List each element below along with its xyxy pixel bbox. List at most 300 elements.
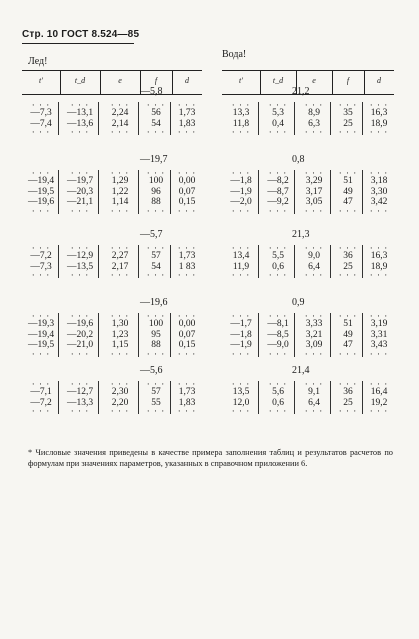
leader-dots: · · · — [70, 100, 90, 110]
leader-dots: · · · — [70, 311, 90, 321]
cell-value: 13,3 — [232, 108, 250, 118]
table-cell — [332, 102, 364, 135]
cell-value: —1,9 — [230, 186, 252, 197]
leader-dots: · · · — [231, 127, 251, 137]
cell-value: 6,4 — [308, 261, 320, 272]
table-cell — [364, 381, 394, 414]
cell-value: —20,3 — [66, 186, 94, 197]
column-separator — [330, 102, 331, 135]
table-cell — [100, 102, 140, 135]
leader-dots: · · · — [369, 168, 389, 178]
leader-dots: · · · — [231, 100, 251, 110]
table-cell — [140, 381, 172, 414]
leader-dots: · · · — [110, 100, 130, 110]
column-separator — [258, 245, 259, 278]
cell-value: —8,1 — [267, 319, 289, 329]
column-separator — [330, 313, 331, 357]
cell-value: 1,14 — [111, 197, 129, 207]
cell-value: 95 — [151, 329, 161, 340]
panel-title: Лед! — [28, 56, 48, 67]
cell-value: 9,0 — [308, 251, 320, 261]
cell-value: 88 — [151, 340, 161, 350]
table-cell — [332, 245, 364, 278]
cell-value: 0,07 — [178, 186, 196, 197]
column-header: t_d — [74, 76, 86, 85]
leader-dots: · · · — [146, 168, 166, 178]
cell-value: 36 — [343, 387, 353, 397]
cell-value: —12,7 — [66, 387, 94, 397]
column-header: e — [118, 76, 122, 85]
leader-dots: · · · — [146, 379, 166, 389]
leader-dots: · · · — [177, 243, 197, 253]
cell-value: 0,00 — [178, 319, 196, 329]
leader-dots: · · · — [31, 127, 51, 137]
cell-value: 25 — [343, 118, 353, 129]
cell-value: 12,0 — [232, 397, 250, 408]
leader-dots: · · · — [231, 348, 251, 359]
leader-dots: · · · — [177, 406, 197, 416]
cell-value: 51 — [343, 176, 353, 186]
leader-dots: · · · — [268, 100, 288, 110]
cell-value: 18,9 — [370, 261, 388, 272]
leader-dots: · · · — [177, 379, 197, 389]
column-header: t_d — [272, 76, 284, 85]
column-separator — [58, 313, 59, 357]
column-separator — [138, 102, 139, 135]
leader-dots: · · · — [369, 406, 389, 416]
column-separator — [98, 102, 99, 135]
cell-value: —19,4 — [27, 176, 55, 186]
table-cell — [100, 381, 140, 414]
table-top-rule — [22, 70, 202, 71]
leader-dots: · · · — [146, 270, 166, 280]
column-separator — [58, 381, 59, 414]
column-separator — [294, 381, 295, 414]
leader-dots: · · · — [304, 127, 324, 137]
cell-value: 1,73 — [178, 108, 196, 118]
cell-value: 9,1 — [308, 387, 320, 397]
cell-value: —13,3 — [66, 397, 94, 408]
table-cell — [222, 313, 260, 357]
column-separator — [170, 381, 171, 414]
table-cell — [60, 170, 100, 214]
column-separator — [258, 170, 259, 214]
leader-dots: · · · — [31, 379, 51, 389]
cell-value: —7,3 — [30, 261, 52, 272]
column-separator — [294, 102, 295, 135]
table-cell — [100, 170, 140, 214]
cell-value: 5,5 — [272, 251, 284, 261]
cell-value: —13,6 — [66, 118, 94, 129]
column-separator — [138, 381, 139, 414]
leader-dots: · · · — [231, 243, 251, 253]
cell-value: 5,6 — [272, 387, 284, 397]
cell-value: 2,27 — [111, 251, 129, 261]
column-separator — [258, 102, 259, 135]
column-separator — [294, 313, 295, 357]
leader-dots: · · · — [177, 205, 197, 216]
column-separator — [330, 381, 331, 414]
cell-value: 1,83 — [178, 118, 196, 129]
column-separator — [170, 245, 171, 278]
table-cell — [260, 102, 296, 135]
cell-value: 3,43 — [370, 340, 388, 350]
group-heading: —5,7 — [140, 229, 163, 240]
leader-dots: · · · — [369, 243, 389, 253]
leader-dots: · · · — [231, 205, 251, 216]
leader-dots: · · · — [31, 168, 51, 178]
table-cell — [260, 170, 296, 214]
leader-dots: · · · — [70, 270, 90, 280]
column-separator — [258, 381, 259, 414]
column-separator — [58, 102, 59, 135]
leader-dots: · · · — [268, 311, 288, 321]
leader-dots: · · · — [268, 270, 288, 280]
leader-dots: · · · — [231, 270, 251, 280]
leader-dots: · · · — [304, 379, 324, 389]
column-separator — [330, 170, 331, 214]
leader-dots: · · · — [268, 127, 288, 137]
table-cell — [172, 381, 202, 414]
cell-value: —9,2 — [267, 197, 289, 207]
cell-value: 3,09 — [305, 340, 323, 350]
leader-dots: · · · — [70, 127, 90, 137]
cell-value: 1,15 — [111, 340, 129, 350]
column-separator — [98, 245, 99, 278]
cell-value: 3,19 — [370, 319, 388, 329]
table-cell — [172, 102, 202, 135]
cell-value: 13,5 — [232, 387, 250, 397]
column-header: f — [154, 76, 158, 85]
column-header: t' — [39, 76, 43, 85]
cell-value: 0,00 — [178, 176, 196, 186]
cell-value: 35 — [343, 108, 353, 118]
cell-value: 13,4 — [232, 251, 250, 261]
column-separator — [294, 170, 295, 214]
cell-value: 3,17 — [305, 186, 323, 197]
cell-value: —19,7 — [66, 176, 94, 186]
table-top-rule — [222, 70, 394, 71]
leader-dots: · · · — [338, 379, 358, 389]
leader-dots: · · · — [369, 348, 389, 359]
column-header: f — [346, 76, 350, 85]
table-cell — [22, 245, 60, 278]
table-cell — [260, 245, 296, 278]
cell-value: 6,3 — [308, 118, 320, 129]
leader-dots: · · · — [304, 270, 324, 280]
leader-dots: · · · — [110, 270, 130, 280]
leader-dots: · · · — [110, 406, 130, 416]
cell-value: 11,8 — [232, 118, 250, 129]
cell-value: 1,22 — [111, 186, 129, 197]
cell-value: 3,30 — [370, 186, 388, 197]
leader-dots: · · · — [268, 205, 288, 216]
leader-dots: · · · — [304, 311, 324, 321]
table-cell — [140, 313, 172, 357]
leader-dots: · · · — [369, 205, 389, 216]
leader-dots: · · · — [110, 205, 130, 216]
table-cell — [332, 381, 364, 414]
leader-dots: · · · — [110, 311, 130, 321]
table-cell — [260, 381, 296, 414]
cell-value: —21,1 — [66, 197, 94, 207]
group-heading: 21,4 — [292, 365, 310, 376]
leader-dots: · · · — [304, 348, 324, 359]
cell-value: —13,5 — [66, 261, 94, 272]
leader-dots: · · · — [304, 205, 324, 216]
column-header: e — [312, 76, 316, 85]
table-cell — [22, 170, 60, 214]
cell-value: 0,15 — [178, 197, 196, 207]
leader-dots: · · · — [146, 127, 166, 137]
column-separator — [362, 245, 363, 278]
table-cell — [222, 245, 260, 278]
cell-value: 1,73 — [178, 387, 196, 397]
column-separator — [294, 245, 295, 278]
leader-dots: · · · — [70, 168, 90, 178]
cell-value: 25 — [343, 261, 353, 272]
cell-value: 49 — [343, 329, 353, 340]
cell-value: 16,3 — [370, 251, 388, 261]
cell-value: 1,29 — [111, 176, 129, 186]
cell-value: 1 83 — [178, 261, 196, 272]
group-heading: —19,6 — [140, 297, 168, 308]
leader-dots: · · · — [231, 406, 251, 416]
cell-value: —19,5 — [27, 186, 55, 197]
cell-value: 0,6 — [272, 397, 284, 408]
cell-value: —7,2 — [30, 397, 52, 408]
table-cell — [364, 313, 394, 357]
leader-dots: · · · — [369, 127, 389, 137]
table-cell — [296, 102, 332, 135]
leader-dots: · · · — [146, 348, 166, 359]
leader-dots: · · · — [31, 205, 51, 216]
cell-value: 2,24 — [111, 108, 129, 118]
table-cell — [364, 170, 394, 214]
leader-dots: · · · — [338, 270, 358, 280]
cell-value: 2,17 — [111, 261, 129, 272]
leader-dots: · · · — [304, 406, 324, 416]
group-heading: —5,6 — [140, 365, 163, 376]
cell-value: —8,7 — [267, 186, 289, 197]
table-cell — [172, 245, 202, 278]
leader-dots: · · · — [177, 311, 197, 321]
column-separator — [362, 313, 363, 357]
cell-value: 88 — [151, 197, 161, 207]
leader-dots: · · · — [369, 311, 389, 321]
cell-value: 1,23 — [111, 329, 129, 340]
leader-dots: · · · — [177, 348, 197, 359]
column-separator — [58, 170, 59, 214]
leader-dots: · · · — [70, 379, 90, 389]
cell-value: 3,29 — [305, 176, 323, 186]
table-cell — [100, 245, 140, 278]
leader-dots: · · · — [70, 348, 90, 359]
header-rule — [22, 43, 134, 44]
table-cell — [22, 381, 60, 414]
column-separator — [138, 170, 139, 214]
column-separator — [98, 381, 99, 414]
leader-dots: · · · — [268, 406, 288, 416]
column-separator — [138, 245, 139, 278]
cell-value: 100 — [148, 319, 164, 329]
cell-value: 18,9 — [370, 118, 388, 129]
table-cell — [364, 245, 394, 278]
cell-value: 3,05 — [305, 197, 323, 207]
column-separator — [98, 170, 99, 214]
table-cell — [140, 170, 172, 214]
cell-value: —1,8 — [230, 329, 252, 340]
cell-value: 16,4 — [370, 387, 388, 397]
group-heading: —5,8 — [140, 86, 163, 97]
table-cell — [296, 313, 332, 357]
cell-value: 36 — [343, 251, 353, 261]
cell-value: 2,14 — [111, 118, 129, 129]
leader-dots: · · · — [268, 243, 288, 253]
cell-value: —21,0 — [66, 340, 94, 350]
cell-value: 100 — [148, 176, 164, 186]
leader-dots: · · · — [338, 243, 358, 253]
leader-dots: · · · — [369, 100, 389, 110]
leader-dots: · · · — [304, 100, 324, 110]
leader-dots: · · · — [268, 168, 288, 178]
leader-dots: · · · — [31, 311, 51, 321]
cell-value: —19,6 — [27, 197, 55, 207]
cell-value: 96 — [151, 186, 161, 197]
cell-value: —1,9 — [230, 340, 252, 350]
cell-value: 16,3 — [370, 108, 388, 118]
cell-value: 3,42 — [370, 197, 388, 207]
table-cell — [296, 170, 332, 214]
cell-value: —19,4 — [27, 329, 55, 340]
leader-dots: · · · — [146, 311, 166, 321]
group-heading: 0,9 — [292, 297, 305, 308]
table-cell — [60, 381, 100, 414]
data-table — [222, 70, 394, 440]
leader-dots: · · · — [110, 168, 130, 178]
cell-value: —7,2 — [30, 251, 52, 261]
data-table — [22, 70, 202, 440]
leader-dots: · · · — [177, 270, 197, 280]
leader-dots: · · · — [110, 243, 130, 253]
leader-dots: · · · — [70, 243, 90, 253]
cell-value: —8,5 — [267, 329, 289, 340]
column-separator — [58, 245, 59, 278]
leader-dots: · · · — [110, 127, 130, 137]
table-cell — [222, 102, 260, 135]
group-heading: 21,3 — [292, 229, 310, 240]
leader-dots: · · · — [146, 100, 166, 110]
cell-value: 49 — [343, 186, 353, 197]
cell-value: —1,7 — [230, 319, 252, 329]
leader-dots: · · · — [268, 348, 288, 359]
cell-value: 57 — [151, 251, 161, 261]
cell-value: —19,5 — [27, 340, 55, 350]
cell-value: —20,2 — [66, 329, 94, 340]
leader-dots: · · · — [268, 379, 288, 389]
cell-value: —19,6 — [66, 319, 94, 329]
leader-dots: · · · — [31, 348, 51, 359]
cell-value: —19,3 — [27, 319, 55, 329]
leader-dots: · · · — [177, 127, 197, 137]
cell-value: —8,2 — [267, 176, 289, 186]
table-cell — [296, 245, 332, 278]
leader-dots: · · · — [338, 127, 358, 137]
cell-value: 2,20 — [111, 397, 129, 408]
leader-dots: · · · — [31, 100, 51, 110]
table-cell — [332, 313, 364, 357]
leader-dots: · · · — [110, 348, 130, 359]
table-cell — [140, 245, 172, 278]
leader-dots: · · · — [304, 243, 324, 253]
table-cell — [332, 170, 364, 214]
cell-value: 11,9 — [232, 261, 250, 272]
leader-dots: · · · — [338, 406, 358, 416]
column-separator — [258, 313, 259, 357]
leader-dots: · · · — [146, 406, 166, 416]
cell-value: 6,4 — [308, 397, 320, 408]
table-cell — [60, 313, 100, 357]
column-separator — [362, 102, 363, 135]
leader-dots: · · · — [338, 100, 358, 110]
cell-value: 2,30 — [111, 387, 129, 397]
leader-dots: · · · — [177, 168, 197, 178]
table-cell — [60, 102, 100, 135]
cell-value: 57 — [151, 387, 161, 397]
page-header: Стр. 10 ГОСТ 8.524—85 — [22, 29, 140, 40]
table-cell — [22, 313, 60, 357]
cell-value: 8,9 — [308, 108, 320, 118]
group-heading: 21,2 — [292, 86, 310, 97]
leader-dots: · · · — [231, 311, 251, 321]
group-heading: 0,8 — [292, 154, 305, 165]
leader-dots: · · · — [70, 406, 90, 416]
cell-value: —12,9 — [66, 251, 94, 261]
cell-value: 1,83 — [178, 397, 196, 408]
table-cell — [222, 170, 260, 214]
cell-value: 55 — [151, 397, 161, 408]
leader-dots: · · · — [31, 270, 51, 280]
cell-value: 19,2 — [370, 397, 388, 408]
cell-value: 47 — [343, 340, 353, 350]
footnote: * Числовые значения приведены в качестве примера заполнения таблиц и результатов расчетов по формулам при значениях параметров, указанных в справочном приложении 6. — [28, 448, 393, 468]
table-cell — [364, 102, 394, 135]
leader-dots: · · · — [369, 270, 389, 280]
cell-value: 54 — [151, 118, 161, 129]
panel-title: Вода! — [222, 49, 247, 60]
leader-dots: · · · — [110, 379, 130, 389]
column-separator — [362, 381, 363, 414]
leader-dots: · · · — [338, 168, 358, 178]
leader-dots: · · · — [31, 406, 51, 416]
table-cell — [172, 170, 202, 214]
column-separator — [330, 245, 331, 278]
cell-value: 0,07 — [178, 329, 196, 340]
cell-value: 1,73 — [178, 251, 196, 261]
cell-value: —7,1 — [30, 387, 52, 397]
leader-dots: · · · — [369, 379, 389, 389]
cell-value: 3,31 — [370, 329, 388, 340]
table-cell — [260, 313, 296, 357]
group-heading: —19,7 — [140, 154, 168, 165]
leader-dots: · · · — [177, 100, 197, 110]
table-cell — [296, 381, 332, 414]
column-header: d — [185, 76, 189, 85]
table-cell — [172, 313, 202, 357]
cell-value: 5,3 — [272, 108, 284, 118]
leader-dots: · · · — [146, 243, 166, 253]
leader-dots: · · · — [338, 205, 358, 216]
